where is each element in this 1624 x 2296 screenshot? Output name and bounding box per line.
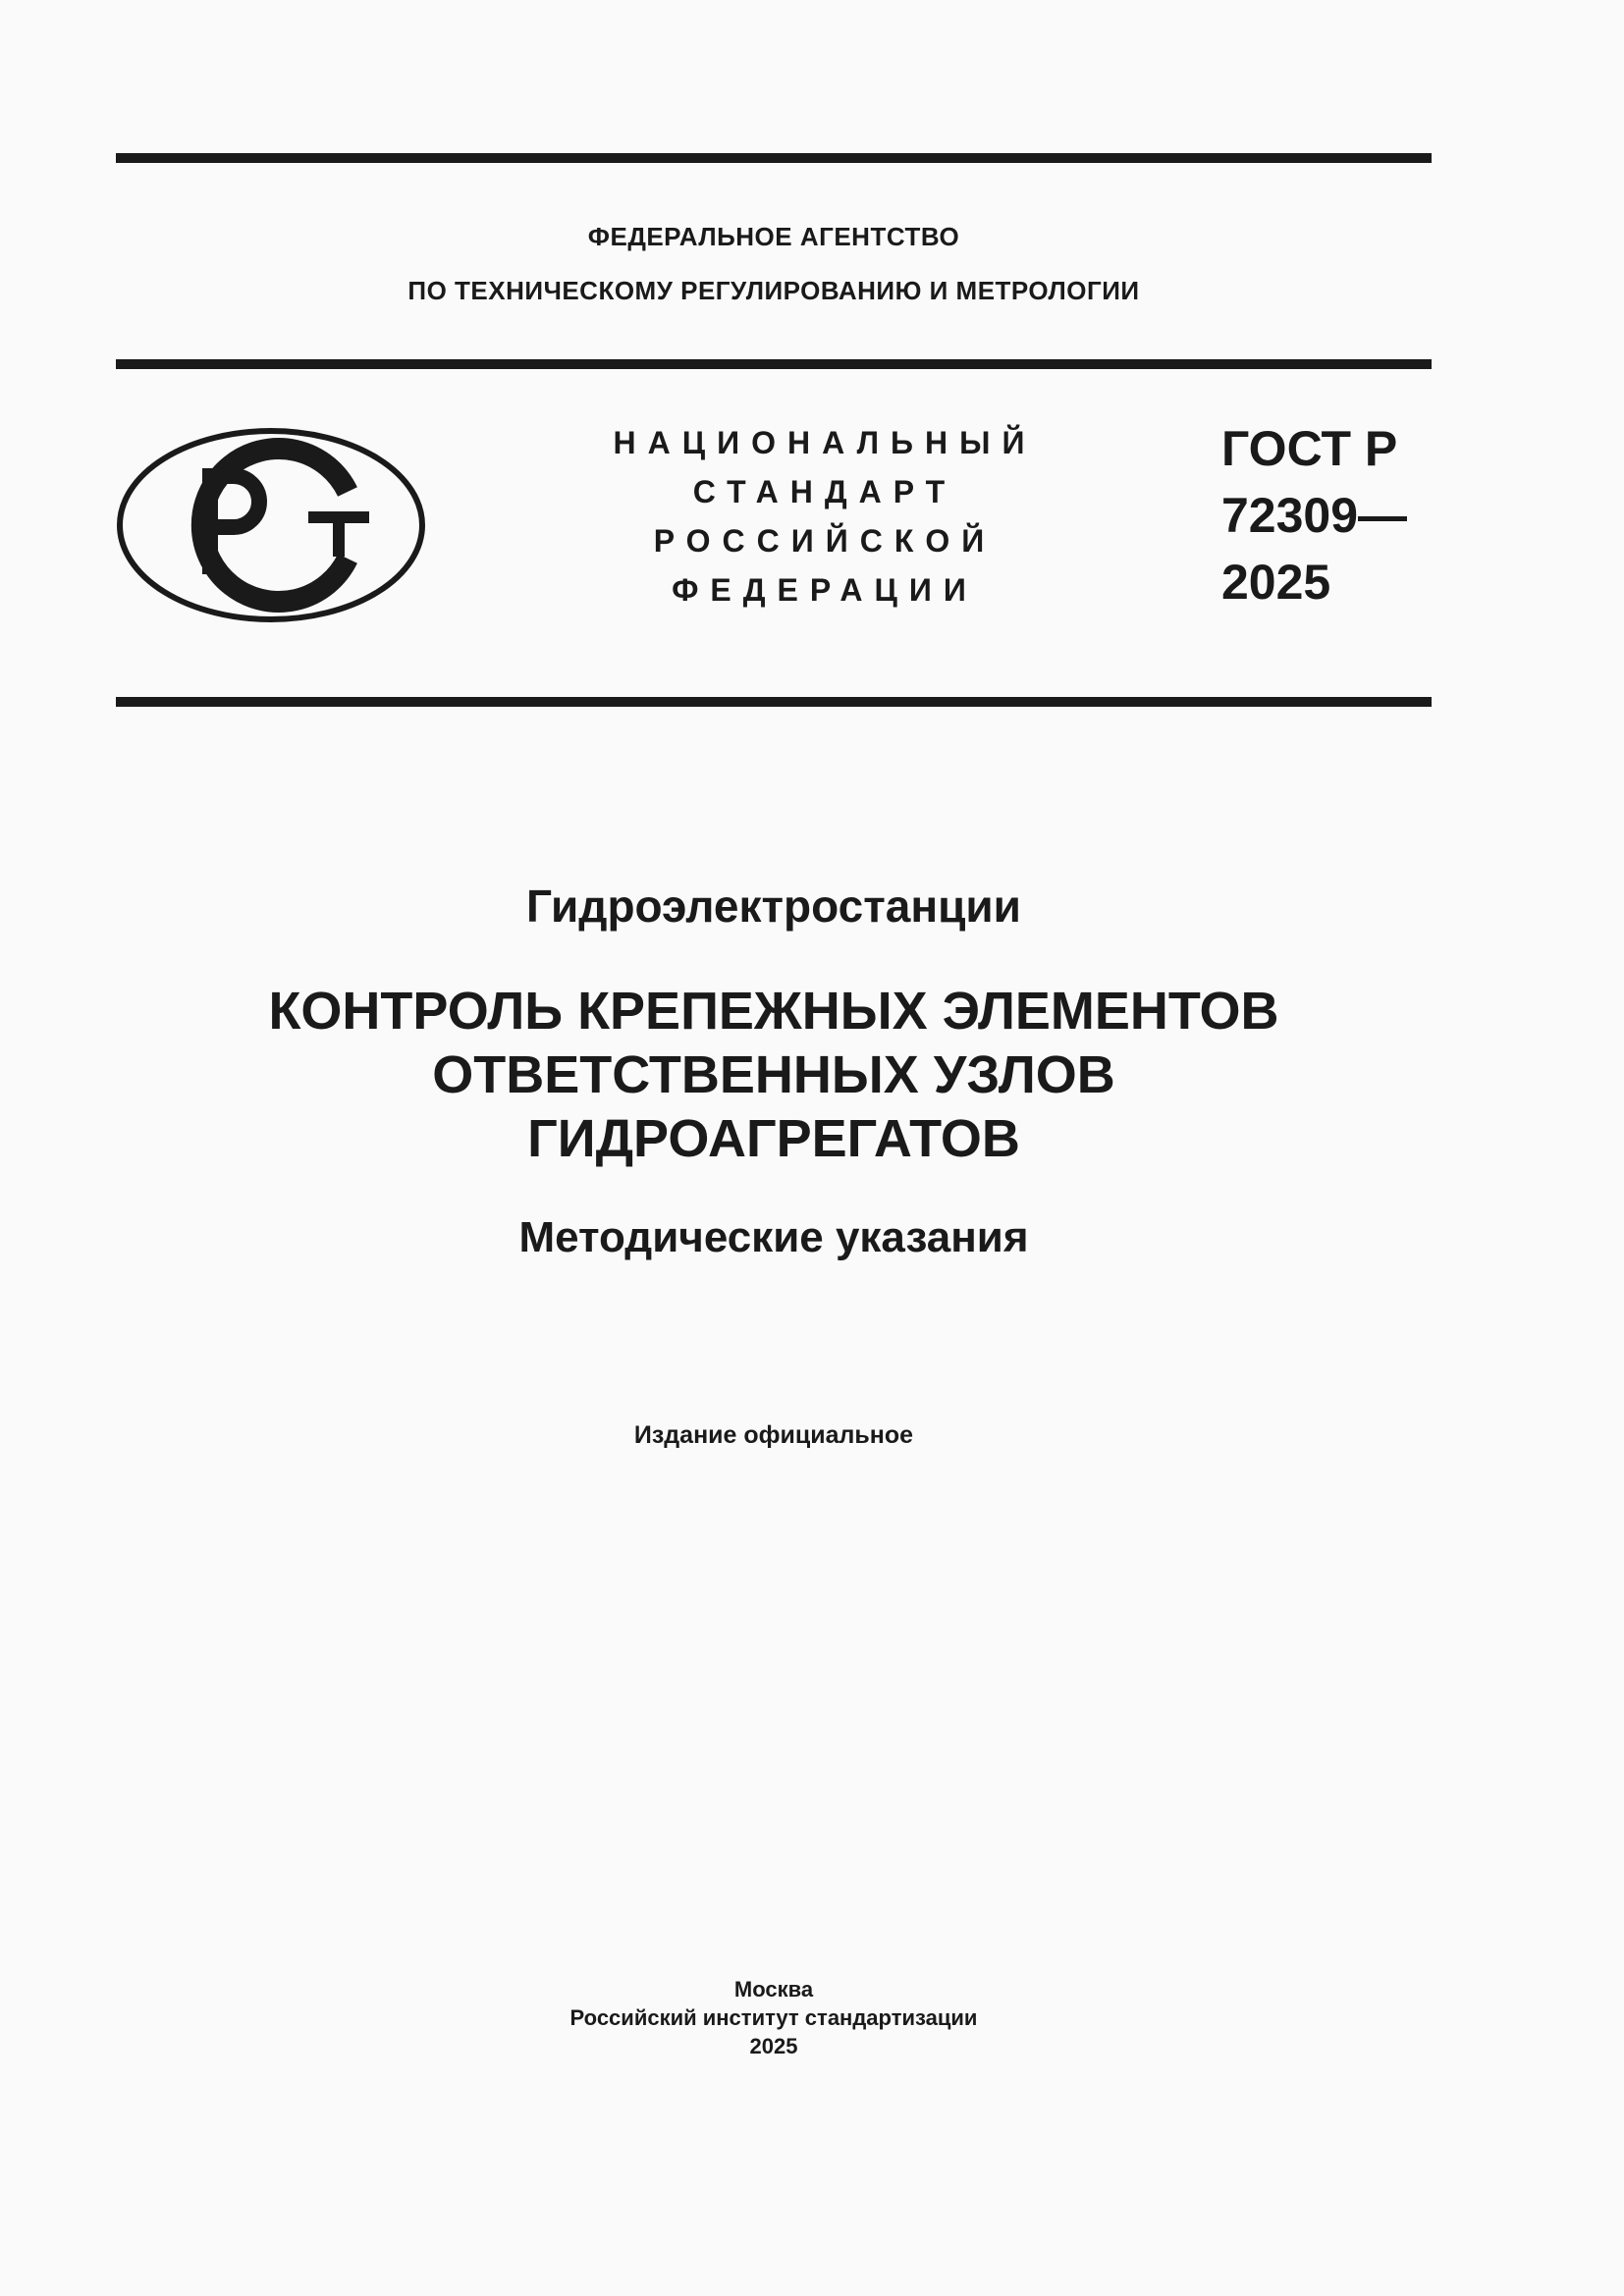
agency-name-line-2: ПО ТЕХНИЧЕСКОМУ РЕГУЛИРОВАНИЮ И МЕТРОЛОГИИ	[407, 276, 1140, 305]
header-divider-rule	[116, 359, 1432, 369]
publication-city: Москва	[733, 1977, 814, 2002]
rst-certification-mark-icon	[116, 427, 426, 623]
top-rule	[116, 153, 1432, 163]
masthead-bottom-rule	[116, 697, 1432, 707]
national-standard-line-4: ФЕДЕРАЦИИ	[672, 572, 978, 608]
main-title-line-1: КОНТРОЛЬ КРЕПЕЖНЫХ ЭЛЕМЕНТОВ	[268, 982, 1279, 1041]
subject-heading: Гидроэлектростанции	[526, 881, 1021, 932]
designation-line-3: 2025	[1221, 555, 1331, 610]
main-title-line-3: ГИДРОАГРЕГАТОВ	[527, 1109, 1020, 1168]
publisher-name: Российский институт стандартизации	[569, 2005, 978, 2030]
main-title-line-2: ОТВЕТСТВЕННЫХ УЗЛОВ	[432, 1045, 1115, 1104]
publication-year: 2025	[749, 2034, 798, 2058]
edition-label: Издание официальное	[633, 1421, 914, 1449]
national-standard-line-3: РОССИЙСКОЙ	[653, 523, 997, 559]
designation-line-2: 72309—	[1221, 488, 1408, 543]
national-standard-line-1: НАЦИОНАЛЬНЫЙ	[613, 425, 1037, 460]
agency-name-line-1: ФЕДЕРАЛЬНОЕ АГЕНТСТВО	[587, 222, 960, 251]
national-standard-line-2: СТАНДАРТ	[692, 474, 957, 509]
designation-line-1: ГОСТ Р	[1221, 421, 1398, 476]
document-type: Методические указания	[518, 1213, 1029, 1261]
